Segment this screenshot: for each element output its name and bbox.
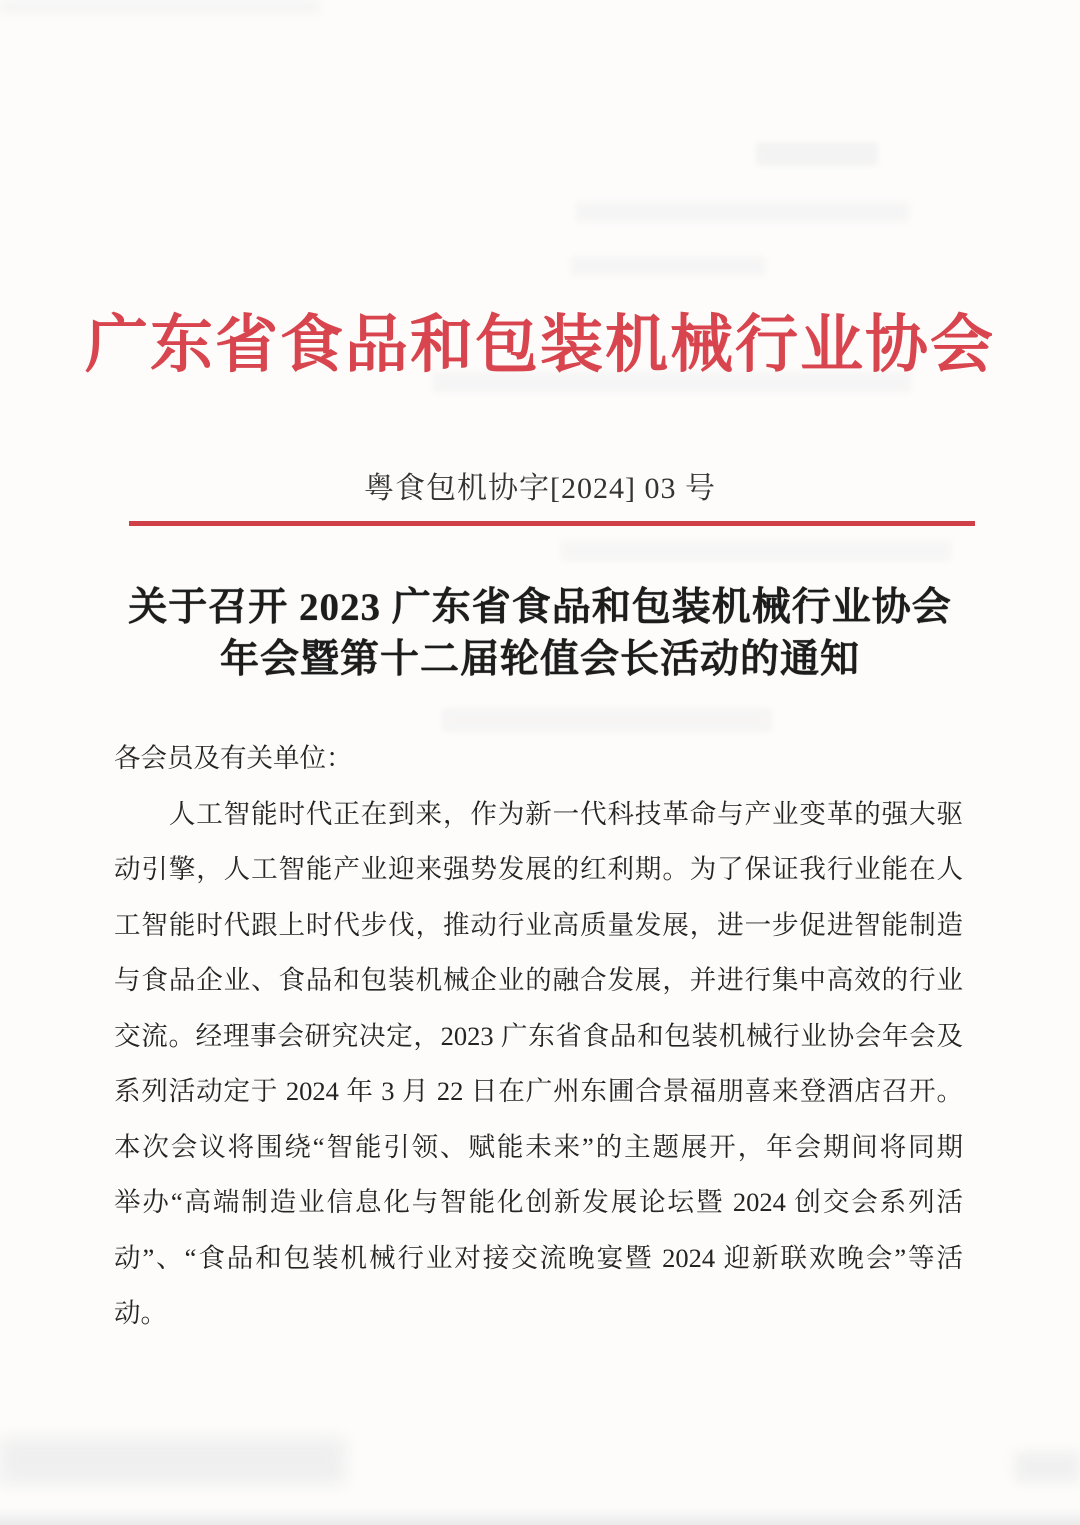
bleed-through-artifact [756, 142, 878, 166]
notice-title-line1: 关于召开 2023 广东省食品和包装机械行业协会 [128, 586, 952, 629]
notice-body-line: 与食品企业、食品和包装机械企业的融合发展，并进行集中高效的行业 [114, 965, 963, 995]
scan-edge-shading [1015, 1452, 1080, 1482]
notice-title-line2: 年会暨第十二届轮值会长活动的通知 [219, 638, 860, 681]
association-letterhead-title: 广东省食品和包装机械行业协会 [85, 310, 995, 380]
scan-edge-shading [0, 1508, 1080, 1525]
notice-body-line: 举办“高端制造业信息化与智能化创新发展论坛暨 2024 创交会系列活 [114, 1187, 963, 1217]
bleed-through-artifact [560, 540, 952, 562]
salutation: 各会员及有关单位： [114, 743, 353, 773]
document-number: 粤食包机协字[2024] 03 号 [364, 472, 716, 505]
notice-body-line: 系列活动定于 2024 年 3 月 22 日在广州东圃合景福朋喜来登酒店召开。 [114, 1076, 963, 1106]
bleed-through-artifact [575, 201, 910, 223]
notice-title [0, 582, 1080, 686]
notice-body-line: 人工智能时代正在到来，作为新一代科技革命与产业变革的强大驱 [114, 798, 963, 829]
bleed-through-artifact [442, 708, 772, 732]
notice-paragraph [114, 787, 963, 1342]
letterhead-red-rule [129, 521, 975, 526]
scan-edge-shading [0, 0, 320, 14]
notice-body-line: 动”、“食品和包装机械行业对接交流晚宴暨 2024 迎新联欢晚会”等活 [114, 1242, 963, 1273]
notice-body [114, 731, 963, 1342]
notice-body-line: 动。 [114, 1298, 167, 1328]
notice-body-line: 动引擎，人工智能产业迎来强势发展的红利期。为了保证我行业能在人 [114, 854, 963, 884]
bleed-through-artifact [570, 256, 766, 276]
notice-body-line: 工智能时代跟上时代步伐，推动行业高质量发展，进一步促进智能制造 [114, 909, 963, 940]
notice-body-line: 本次会议将围绕“智能引领、赋能未来”的主题展开，年会期间将同期 [114, 1131, 963, 1162]
scan-edge-shading [0, 1438, 345, 1484]
notice-body-line: 交流。经理事会研究决定，2023 广东省食品和包装机械行业协会年会及 [114, 1020, 963, 1051]
